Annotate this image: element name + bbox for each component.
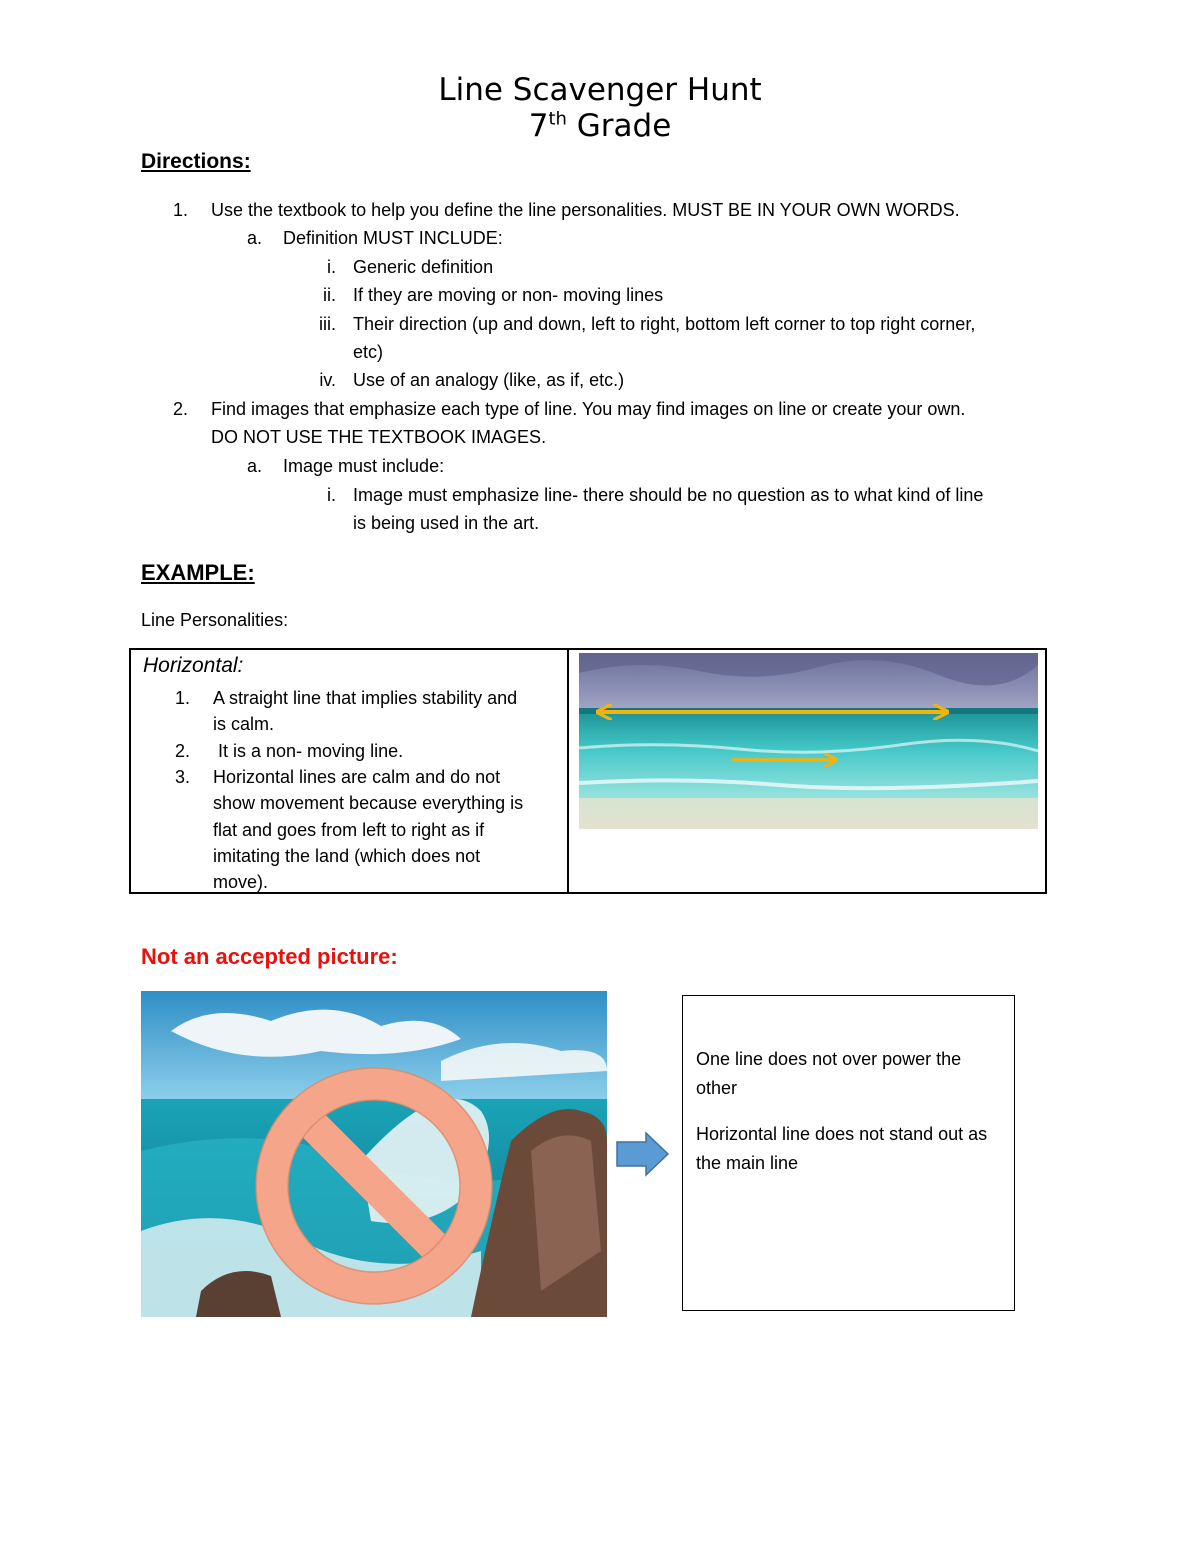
list-text: Image must emphasize line- there should be no question as to what kind of line [353, 485, 984, 505]
list-text: It is a non- moving line. [213, 741, 404, 761]
line-personalities-label: Line Personalities: [141, 610, 289, 630]
example-image-cell [568, 649, 1046, 893]
definition-cell [130, 649, 568, 893]
list-text: Generic definition [353, 257, 494, 277]
list-text: Image must include: [283, 456, 445, 476]
list-text: is being used in the art. [353, 513, 540, 533]
page-title: Line Scavenger Hunt [438, 72, 762, 108]
horizontal-seascape-image [579, 653, 1038, 829]
card-title: Horizontal: [143, 654, 244, 677]
list-text: is calm. [213, 714, 275, 734]
grade-suffix: th [548, 108, 567, 130]
rejected-wave-painting [141, 991, 607, 1317]
example-table [129, 648, 1047, 894]
list-text: DO NOT USE THE TEXTBOOK IMAGES. [211, 427, 547, 447]
list-text: Find images that emphasize each type of line. You may find images on line or create your own. [211, 399, 966, 419]
list-text: flat and goes from left to right as if [213, 820, 485, 840]
explanation-box [682, 995, 1015, 1311]
grade-word: Grade [576, 108, 672, 144]
list-text: Horizontal lines are calm and do not [213, 767, 501, 787]
list-text: move). [213, 872, 269, 892]
list-marker: i. [327, 257, 336, 277]
list-marker: iv. [319, 370, 336, 390]
list-text: etc) [353, 342, 384, 362]
list-marker: 1. [175, 688, 191, 708]
list-text: show movement because everything is [213, 793, 524, 813]
list-text: Their direction (up and down, left to right, bottom left corner to top right corner, [353, 314, 976, 334]
rejected-heading: Not an accepted picture: [141, 944, 398, 969]
list-marker: i. [327, 485, 336, 505]
list-text: Use the textbook to help you define the line personalities. MUST BE IN YOUR OWN WORDS. [211, 200, 960, 220]
list-text: Use of an analogy (like, as if, etc.) [353, 370, 625, 390]
list-marker: a. [246, 456, 262, 476]
directions-heading: Directions: [141, 150, 251, 173]
explanation-text: Horizontal line does not stand out as the main line [696, 1124, 988, 1173]
list-marker: 2. [172, 399, 188, 419]
right-arrow-icon [614, 1130, 672, 1178]
grade-subtitle [0, 108, 1200, 144]
explanation-text: One line does not over power the other [696, 1049, 962, 1098]
grade-number: 7 [528, 108, 549, 144]
list-marker: 3. [175, 767, 191, 787]
list-marker: 2. [175, 741, 191, 761]
list-text: imitating the land (which does not [213, 846, 481, 866]
list-text: If they are moving or non- moving lines [353, 285, 664, 305]
list-text: A straight line that implies stability and [213, 688, 518, 708]
list-marker: ii. [323, 285, 336, 305]
list-marker: iii. [319, 314, 336, 334]
list-marker: a. [246, 228, 262, 248]
list-text: Definition MUST INCLUDE: [283, 228, 503, 248]
list-marker: 1. [172, 200, 188, 220]
example-heading: EXAMPLE: [141, 560, 255, 585]
